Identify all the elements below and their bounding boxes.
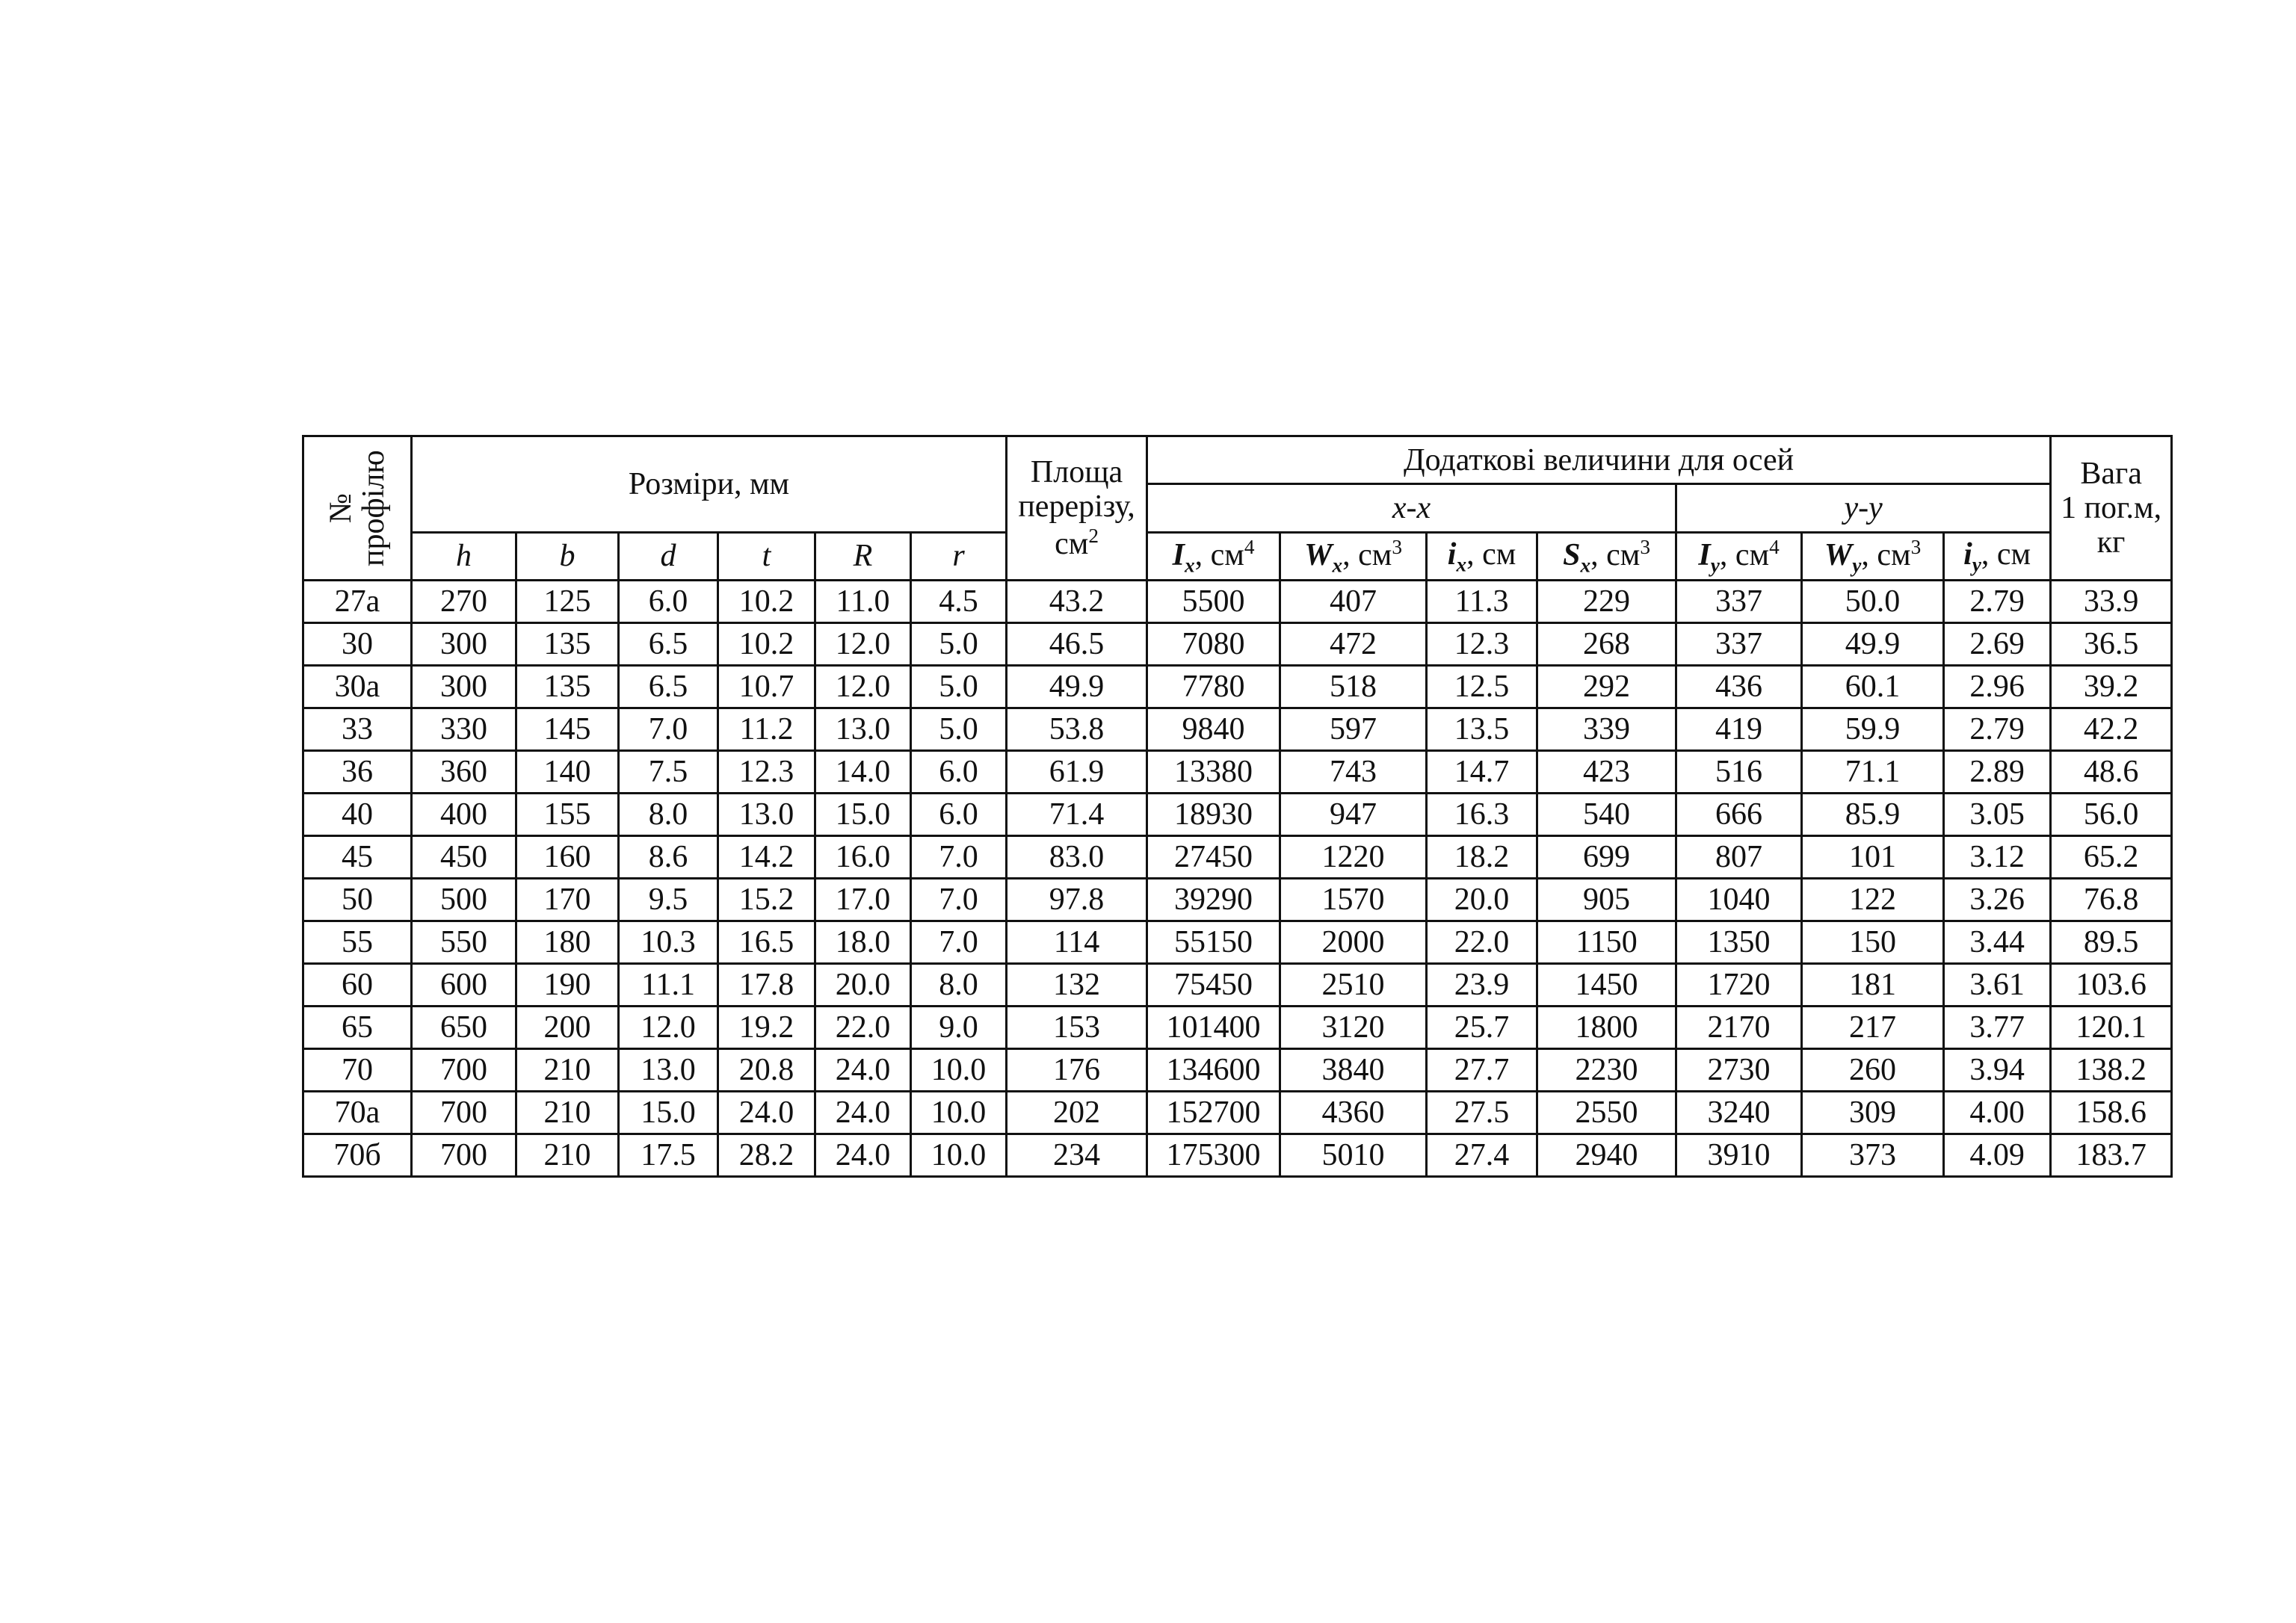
table-cell: 518 bbox=[1280, 666, 1427, 708]
table-cell: 59.9 bbox=[1802, 708, 1944, 751]
table-cell: 400 bbox=[412, 794, 516, 836]
table-cell: 1720 bbox=[1676, 964, 1802, 1007]
table-cell: 947 bbox=[1280, 794, 1427, 836]
table-cell: 597 bbox=[1280, 708, 1427, 751]
table-cell: 10.2 bbox=[718, 581, 815, 623]
header-profile-no: № профілю bbox=[303, 436, 412, 581]
table-row bbox=[303, 836, 2172, 879]
table-cell: 27.7 bbox=[1427, 1049, 1537, 1092]
table-cell: 2000 bbox=[1280, 921, 1427, 964]
table-cell: 12.3 bbox=[718, 751, 815, 794]
table-cell: 27450 bbox=[1147, 836, 1280, 879]
table-cell: 23.9 bbox=[1427, 964, 1537, 1007]
table-cell: 158.6 bbox=[2051, 1092, 2172, 1134]
table-cell: 18.2 bbox=[1427, 836, 1537, 879]
profile-number-cell: 30 bbox=[303, 623, 412, 666]
table-cell: 16.5 bbox=[718, 921, 815, 964]
table-cell: 53.8 bbox=[1007, 708, 1147, 751]
header-axis-y: y-y bbox=[1676, 484, 2051, 532]
table-cell: 5.0 bbox=[911, 708, 1007, 751]
header-dim-r: r bbox=[911, 532, 1007, 580]
profile-number-cell: 55 bbox=[303, 921, 412, 964]
table-cell: 2510 bbox=[1280, 964, 1427, 1007]
table-cell: 181 bbox=[1802, 964, 1944, 1007]
table-cell: 125 bbox=[516, 581, 619, 623]
table-cell: 16.0 bbox=[815, 836, 911, 879]
table-cell: 11.0 bbox=[815, 581, 911, 623]
table-cell: 3240 bbox=[1676, 1092, 1802, 1134]
table-cell: 140 bbox=[516, 751, 619, 794]
table-cell: 423 bbox=[1537, 751, 1676, 794]
header-Sx: $S_x$, $см^3$ bbox=[1537, 532, 1676, 580]
header-Ix: $I_x$, $см^4$ bbox=[1147, 532, 1280, 580]
table-cell: 2230 bbox=[1537, 1049, 1676, 1092]
table-cell: 39.2 bbox=[2051, 666, 2172, 708]
table-cell: 540 bbox=[1537, 794, 1676, 836]
table-cell: 11.1 bbox=[619, 964, 718, 1007]
table-cell: 8.0 bbox=[619, 794, 718, 836]
table-cell: 229 bbox=[1537, 581, 1676, 623]
table-cell: 700 bbox=[412, 1049, 516, 1092]
table-cell: 419 bbox=[1676, 708, 1802, 751]
table-cell: 13.0 bbox=[815, 708, 911, 751]
table-cell: 120.1 bbox=[2051, 1007, 2172, 1049]
profile-number-cell: 30а bbox=[303, 666, 412, 708]
table-cell: 175300 bbox=[1147, 1134, 1280, 1177]
table-cell: 20.8 bbox=[718, 1049, 815, 1092]
table-cell: 3.05 bbox=[1944, 794, 2051, 836]
table-cell: 5.0 bbox=[911, 666, 1007, 708]
table-cell: 3.26 bbox=[1944, 879, 2051, 921]
header-axes-group: Додаткові величини для осей bbox=[1147, 436, 2051, 484]
table-row bbox=[303, 879, 2172, 921]
table-cell: 190 bbox=[516, 964, 619, 1007]
table-cell: 7.0 bbox=[619, 708, 718, 751]
table-cell: 1040 bbox=[1676, 879, 1802, 921]
table-cell: 18.0 bbox=[815, 921, 911, 964]
table-cell: 3910 bbox=[1676, 1134, 1802, 1177]
header-axis-x: x-x bbox=[1147, 484, 1676, 532]
table-cell: 61.9 bbox=[1007, 751, 1147, 794]
table-cell: 12.0 bbox=[815, 623, 911, 666]
table-cell: 48.6 bbox=[2051, 751, 2172, 794]
table-cell: 12.3 bbox=[1427, 623, 1537, 666]
table-cell: 65.2 bbox=[2051, 836, 2172, 879]
table-cell: 132 bbox=[1007, 964, 1147, 1007]
table-cell: 18930 bbox=[1147, 794, 1280, 836]
table-cell: 49.9 bbox=[1802, 623, 1944, 666]
table-cell: 10.7 bbox=[718, 666, 815, 708]
table-cell: 46.5 bbox=[1007, 623, 1147, 666]
table-cell: 10.0 bbox=[911, 1134, 1007, 1177]
table-cell: 19.2 bbox=[718, 1007, 815, 1049]
table-cell: 650 bbox=[412, 1007, 516, 1049]
table-cell: 24.0 bbox=[718, 1092, 815, 1134]
table-cell: 699 bbox=[1537, 836, 1676, 879]
table-cell: 101400 bbox=[1147, 1007, 1280, 1049]
table-cell: 22.0 bbox=[815, 1007, 911, 1049]
table-cell: 309 bbox=[1802, 1092, 1944, 1134]
table-cell: 14.0 bbox=[815, 751, 911, 794]
table-cell: 28.2 bbox=[718, 1134, 815, 1177]
table-cell: 135 bbox=[516, 666, 619, 708]
table-cell: 114 bbox=[1007, 921, 1147, 964]
table-cell: 2170 bbox=[1676, 1007, 1802, 1049]
table-cell: 436 bbox=[1676, 666, 1802, 708]
table-cell: 407 bbox=[1280, 581, 1427, 623]
table-cell: 83.0 bbox=[1007, 836, 1147, 879]
table-cell: 24.0 bbox=[815, 1092, 911, 1134]
header-dimensions-group: Розміри, мм bbox=[412, 436, 1007, 533]
table-row bbox=[303, 1007, 2172, 1049]
table-cell: 7.0 bbox=[911, 879, 1007, 921]
table-cell: 9840 bbox=[1147, 708, 1280, 751]
table-cell: 5500 bbox=[1147, 581, 1280, 623]
profile-number-cell: 36 bbox=[303, 751, 412, 794]
table-cell: 4.5 bbox=[911, 581, 1007, 623]
table-cell: 14.2 bbox=[718, 836, 815, 879]
table-cell: 300 bbox=[412, 623, 516, 666]
table-cell: 7.0 bbox=[911, 836, 1007, 879]
table-cell: 3.61 bbox=[1944, 964, 2051, 1007]
table-cell: 8.6 bbox=[619, 836, 718, 879]
table-cell: 700 bbox=[412, 1134, 516, 1177]
table-cell: 7780 bbox=[1147, 666, 1280, 708]
table-cell: 7.0 bbox=[911, 921, 1007, 964]
profile-properties-table bbox=[302, 435, 2173, 1178]
table-cell: 20.0 bbox=[1427, 879, 1537, 921]
table-cell: 2.89 bbox=[1944, 751, 2051, 794]
table-cell: 339 bbox=[1537, 708, 1676, 751]
table-cell: 49.9 bbox=[1007, 666, 1147, 708]
table-cell: 134600 bbox=[1147, 1049, 1280, 1092]
table-cell: 6.0 bbox=[911, 751, 1007, 794]
table-cell: 180 bbox=[516, 921, 619, 964]
table-cell: 217 bbox=[1802, 1007, 1944, 1049]
table-cell: 122 bbox=[1802, 879, 1944, 921]
table-row bbox=[303, 964, 2172, 1007]
table-row bbox=[303, 794, 2172, 836]
table-cell: 516 bbox=[1676, 751, 1802, 794]
table-cell: 55150 bbox=[1147, 921, 1280, 964]
profile-number-cell: 60 bbox=[303, 964, 412, 1007]
table-cell: 176 bbox=[1007, 1049, 1147, 1092]
table-cell: 60.1 bbox=[1802, 666, 1944, 708]
header-weight: Вага 1 пог.м, кг bbox=[2051, 436, 2172, 581]
table-cell: 1220 bbox=[1280, 836, 1427, 879]
table-cell: 76.8 bbox=[2051, 879, 2172, 921]
table-cell: 1570 bbox=[1280, 879, 1427, 921]
table-cell: 2.79 bbox=[1944, 708, 2051, 751]
table-cell: 807 bbox=[1676, 836, 1802, 879]
table-cell: 2940 bbox=[1537, 1134, 1676, 1177]
table-cell: 71.4 bbox=[1007, 794, 1147, 836]
table-cell: 12.0 bbox=[815, 666, 911, 708]
table-cell: 135 bbox=[516, 623, 619, 666]
table-cell: 373 bbox=[1802, 1134, 1944, 1177]
table-cell: 152700 bbox=[1147, 1092, 1280, 1134]
header-Wx: $W_x$, $см^3$ bbox=[1280, 532, 1427, 580]
table-cell: 3.77 bbox=[1944, 1007, 2051, 1049]
table-cell: 101 bbox=[1802, 836, 1944, 879]
table-cell: 2.96 bbox=[1944, 666, 2051, 708]
header-area: Площа перерізу, $см^2$ bbox=[1007, 436, 1147, 581]
table-cell: 75450 bbox=[1147, 964, 1280, 1007]
table-cell: 500 bbox=[412, 879, 516, 921]
table-row bbox=[303, 751, 2172, 794]
table-cell: 1350 bbox=[1676, 921, 1802, 964]
table-cell: 4360 bbox=[1280, 1092, 1427, 1134]
table-cell: 15.2 bbox=[718, 879, 815, 921]
profile-number-cell: 27а bbox=[303, 581, 412, 623]
table-cell: 337 bbox=[1676, 581, 1802, 623]
table-cell: 472 bbox=[1280, 623, 1427, 666]
table-cell: 13.0 bbox=[718, 794, 815, 836]
table-cell: 12.0 bbox=[619, 1007, 718, 1049]
table-cell: 85.9 bbox=[1802, 794, 1944, 836]
table-cell: 260 bbox=[1802, 1049, 1944, 1092]
table-cell: 5010 bbox=[1280, 1134, 1427, 1177]
profile-number-cell: 70 bbox=[303, 1049, 412, 1092]
table-cell: 270 bbox=[412, 581, 516, 623]
table-cell: 360 bbox=[412, 751, 516, 794]
table-row bbox=[303, 1134, 2172, 1177]
table-cell: 170 bbox=[516, 879, 619, 921]
table-cell: 25.7 bbox=[1427, 1007, 1537, 1049]
table-cell: 6.5 bbox=[619, 623, 718, 666]
table-cell: 39290 bbox=[1147, 879, 1280, 921]
table-cell: 153 bbox=[1007, 1007, 1147, 1049]
table-cell: 17.8 bbox=[718, 964, 815, 1007]
table-cell: 2.79 bbox=[1944, 581, 2051, 623]
table-cell: 743 bbox=[1280, 751, 1427, 794]
table-cell: 10.2 bbox=[718, 623, 815, 666]
table-cell: 24.0 bbox=[815, 1049, 911, 1092]
table-cell: 268 bbox=[1537, 623, 1676, 666]
table-row bbox=[303, 1092, 2172, 1134]
table-cell: 6.5 bbox=[619, 666, 718, 708]
table-cell: 3.94 bbox=[1944, 1049, 2051, 1092]
table-cell: 160 bbox=[516, 836, 619, 879]
table-cell: 150 bbox=[1802, 921, 1944, 964]
profile-number-cell: 70б bbox=[303, 1134, 412, 1177]
table-cell: 10.0 bbox=[911, 1049, 1007, 1092]
table-cell: 292 bbox=[1537, 666, 1676, 708]
table-cell: 36.5 bbox=[2051, 623, 2172, 666]
table-cell: 600 bbox=[412, 964, 516, 1007]
table-cell: 2.69 bbox=[1944, 623, 2051, 666]
table-cell: 2550 bbox=[1537, 1092, 1676, 1134]
table-cell: 330 bbox=[412, 708, 516, 751]
table-cell: 27.4 bbox=[1427, 1134, 1537, 1177]
table-cell: 200 bbox=[516, 1007, 619, 1049]
table-body bbox=[303, 581, 2172, 1177]
table-cell: 89.5 bbox=[2051, 921, 2172, 964]
table-cell: 13.0 bbox=[619, 1049, 718, 1092]
table-row bbox=[303, 1049, 2172, 1092]
table-cell: 138.2 bbox=[2051, 1049, 2172, 1092]
table-cell: 905 bbox=[1537, 879, 1676, 921]
header-dim-b: b bbox=[516, 532, 619, 580]
table-cell: 202 bbox=[1007, 1092, 1147, 1134]
table-cell: 43.2 bbox=[1007, 581, 1147, 623]
table-cell: 42.2 bbox=[2051, 708, 2172, 751]
table-cell: 337 bbox=[1676, 623, 1802, 666]
table-cell: 6.0 bbox=[619, 581, 718, 623]
table-cell: 15.0 bbox=[619, 1092, 718, 1134]
table-cell: 300 bbox=[412, 666, 516, 708]
table-cell: 8.0 bbox=[911, 964, 1007, 1007]
header-iy: $i_y$, см bbox=[1944, 532, 2051, 580]
table-cell: 97.8 bbox=[1007, 879, 1147, 921]
table-cell: 5.0 bbox=[911, 623, 1007, 666]
profile-number-cell: 40 bbox=[303, 794, 412, 836]
header-ix: $i_x$, см bbox=[1427, 532, 1537, 580]
profile-number-cell: 45 bbox=[303, 836, 412, 879]
table-cell: 11.2 bbox=[718, 708, 815, 751]
table-cell: 9.0 bbox=[911, 1007, 1007, 1049]
table-cell: 13380 bbox=[1147, 751, 1280, 794]
table-cell: 17.0 bbox=[815, 879, 911, 921]
header-dim-t: t bbox=[718, 532, 815, 580]
table-cell: 11.3 bbox=[1427, 581, 1537, 623]
header-Iy: $I_y$, $см^4$ bbox=[1676, 532, 1802, 580]
profile-number-cell: 65 bbox=[303, 1007, 412, 1049]
table-cell: 210 bbox=[516, 1049, 619, 1092]
table-row bbox=[303, 666, 2172, 708]
header-dim-d: d bbox=[619, 532, 718, 580]
table-cell: 4.09 bbox=[1944, 1134, 2051, 1177]
table-cell: 16.3 bbox=[1427, 794, 1537, 836]
header-row-1 bbox=[303, 436, 2172, 484]
table-cell: 3.44 bbox=[1944, 921, 2051, 964]
table-cell: 56.0 bbox=[2051, 794, 2172, 836]
table-row bbox=[303, 581, 2172, 623]
table-cell: 22.0 bbox=[1427, 921, 1537, 964]
table-cell: 10.3 bbox=[619, 921, 718, 964]
header-Wy: $W_y$, $см^3$ bbox=[1802, 532, 1944, 580]
table-cell: 3840 bbox=[1280, 1049, 1427, 1092]
table-cell: 155 bbox=[516, 794, 619, 836]
table-cell: 3.12 bbox=[1944, 836, 2051, 879]
table-cell: 2730 bbox=[1676, 1049, 1802, 1092]
profile-number-cell: 50 bbox=[303, 879, 412, 921]
table-cell: 145 bbox=[516, 708, 619, 751]
header-row-3 bbox=[303, 532, 2172, 580]
table-cell: 700 bbox=[412, 1092, 516, 1134]
table-cell: 666 bbox=[1676, 794, 1802, 836]
table-cell: 13.5 bbox=[1427, 708, 1537, 751]
header-dim-R: R bbox=[815, 532, 911, 580]
table-cell: 6.0 bbox=[911, 794, 1007, 836]
table-cell: 24.0 bbox=[815, 1134, 911, 1177]
table-cell: 450 bbox=[412, 836, 516, 879]
table-cell: 3120 bbox=[1280, 1007, 1427, 1049]
table-cell: 14.7 bbox=[1427, 751, 1537, 794]
header-dim-h: h bbox=[412, 532, 516, 580]
table-cell: 4.00 bbox=[1944, 1092, 2051, 1134]
table-cell: 1450 bbox=[1537, 964, 1676, 1007]
table-cell: 71.1 bbox=[1802, 751, 1944, 794]
table-cell: 7.5 bbox=[619, 751, 718, 794]
table-cell: 550 bbox=[412, 921, 516, 964]
table-cell: 10.0 bbox=[911, 1092, 1007, 1134]
table-cell: 183.7 bbox=[2051, 1134, 2172, 1177]
table-cell: 210 bbox=[516, 1134, 619, 1177]
table-cell: 17.5 bbox=[619, 1134, 718, 1177]
table-cell: 27.5 bbox=[1427, 1092, 1537, 1134]
table-row bbox=[303, 623, 2172, 666]
table-row bbox=[303, 921, 2172, 964]
profile-number-cell: 33 bbox=[303, 708, 412, 751]
profile-number-cell: 70а bbox=[303, 1092, 412, 1134]
table-cell: 15.0 bbox=[815, 794, 911, 836]
table-cell: 12.5 bbox=[1427, 666, 1537, 708]
table-row bbox=[303, 708, 2172, 751]
table-cell: 210 bbox=[516, 1092, 619, 1134]
table-header bbox=[303, 436, 2172, 581]
table-cell: 9.5 bbox=[619, 879, 718, 921]
table-cell: 7080 bbox=[1147, 623, 1280, 666]
table-cell: 234 bbox=[1007, 1134, 1147, 1177]
table-cell: 1150 bbox=[1537, 921, 1676, 964]
table-cell: 1800 bbox=[1537, 1007, 1676, 1049]
table-cell: 103.6 bbox=[2051, 964, 2172, 1007]
table-cell: 20.0 bbox=[815, 964, 911, 1007]
table-cell: 33.9 bbox=[2051, 581, 2172, 623]
table-cell: 50.0 bbox=[1802, 581, 1944, 623]
